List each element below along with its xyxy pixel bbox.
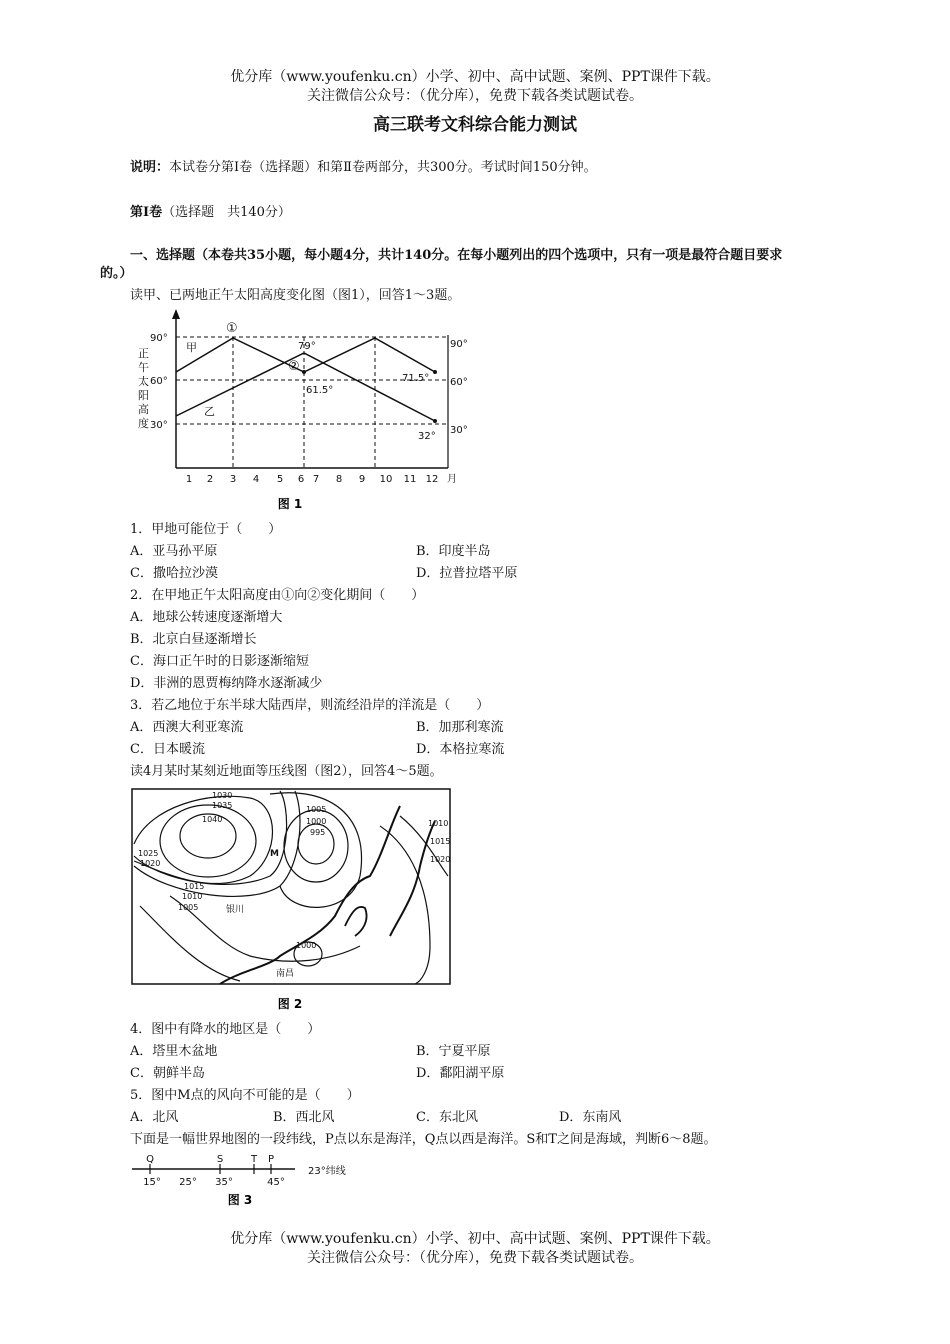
intro-text: 本试卷分第Ⅰ卷（选择题）和第Ⅱ卷两部分，共300分。考试时间150分钟。 — [169, 160, 597, 175]
fig3-latitude-label: 23°纬线 — [308, 1166, 346, 1177]
fig1-ytick-30: 30° — [150, 420, 168, 431]
fig2-label-1025: 1025 — [138, 849, 159, 858]
fig1-intro: 读甲、已两地正午太阳高度变化图（图1），回答1～3题。 — [130, 288, 461, 303]
q4-stem: 4．图中有降水的地区是（ ） — [130, 1022, 321, 1037]
fig1-caption: 图 1 — [277, 497, 303, 511]
q3-option-a[interactable]: A．西澳大利亚寒流 — [130, 720, 244, 735]
fig2-label-1020e: 1020 — [430, 855, 451, 864]
fig1-xtick: 11 — [403, 474, 417, 485]
fig1-label-jia: 甲 — [186, 341, 197, 354]
fig2-place-yinchuan: 银川 — [226, 905, 245, 915]
q2-option-d[interactable]: D．非洲的恩贾梅纳降水逐渐减少 — [130, 676, 323, 691]
fig1-xtick: 3 — [229, 474, 237, 485]
fig1-y-arrow — [172, 309, 180, 319]
q3-option-d[interactable]: D．本格拉寒流 — [416, 742, 505, 757]
fig1-point-615 — [302, 370, 306, 374]
fig2-peninsula — [345, 907, 367, 936]
fig1-point-715 — [433, 370, 437, 374]
fig3-intro: 下面是一幅世界地图的一段纬线，P点以东是海洋，Q点以西是海洋。S和T之间是海域，判断6～8题。 — [130, 1132, 717, 1147]
fig2-intro: 读4月某时某刻近地面等压线图（图2），回答4～5题。 — [130, 764, 443, 779]
q5-option-b[interactable]: B．西北风 — [273, 1110, 335, 1125]
fig3-point-s: S — [216, 1154, 224, 1165]
fig3-degree-45: 45° — [267, 1177, 285, 1188]
fig1-xtick: 2 — [206, 474, 214, 485]
fig3-degree-25: 25° — [179, 1177, 197, 1188]
fig2-isobar — [380, 826, 430, 984]
fig1-ytick-r30: 30° — [450, 425, 468, 436]
fig3-point-p: P — [267, 1154, 275, 1165]
fig2-label-1010e: 1010 — [428, 819, 449, 828]
fig3-degree-15: 15° — [143, 1177, 161, 1188]
fig1-label-615: 61.5° — [306, 385, 334, 396]
fig1-ylabel-2: 太 — [138, 375, 149, 388]
fig1-label-2: ② — [288, 359, 300, 374]
q3-stem: 3．若乙地位于东半球大陆西岸，则流经沿岸的洋流是（ ） — [130, 698, 490, 713]
fig2-label-1035: 1035 — [212, 801, 233, 810]
fig3-point-t: T — [250, 1154, 258, 1165]
fig2-label-1000s: 1000 — [296, 941, 317, 950]
fig1-xtick: 7 — [312, 474, 320, 485]
q1-option-a[interactable]: A．亚马孙平原 — [130, 544, 218, 559]
q1-stem: 1．甲地可能位于（ ） — [130, 522, 282, 537]
header-line-2: 关注微信公众号：（优分库），免费下载各类试题试卷。 — [307, 88, 643, 104]
fig2-label-995: 995 — [310, 828, 326, 837]
q5-option-a[interactable]: A．北风 — [130, 1110, 179, 1125]
fig1-ytick-r90: 90° — [450, 339, 468, 350]
q3-option-b[interactable]: B．加那利寒流 — [416, 720, 504, 735]
fig1-ylabel-4: 高 — [138, 403, 149, 416]
part1-heading — [130, 203, 291, 223]
q2-option-c[interactable]: C．海口正午时的日影逐渐缩短 — [130, 654, 309, 669]
fig1-xtick: 1 — [185, 474, 193, 485]
fig1-ylabel-5: 度 — [138, 417, 149, 430]
q5-stem: 5．图中M点的风向不可能的是（ ） — [130, 1088, 360, 1103]
fig1-xtick: 5 — [276, 474, 284, 485]
fig2-isobar — [140, 906, 240, 981]
fig1-label-1: ① — [226, 321, 238, 336]
fig3-point-q: Q — [146, 1154, 154, 1165]
figure-3-latitude — [130, 1152, 370, 1212]
intro — [130, 158, 597, 178]
q4-option-b[interactable]: B．宁夏平原 — [416, 1044, 491, 1059]
fig1-label-715: 71.5° — [402, 373, 430, 384]
fig2-label-1010: 1010 — [182, 892, 203, 901]
q2-stem: 2．在甲地正午太阳高度由①向②变化期间（ ） — [130, 588, 425, 603]
fig1-xtick: 9 — [358, 474, 366, 485]
fig2-label-1040: 1040 — [202, 815, 223, 824]
q4-option-a[interactable]: A．塔里木盆地 — [130, 1044, 218, 1059]
section1-line2: 的。） — [100, 266, 133, 281]
fig3-caption: 图 3 — [227, 1193, 253, 1207]
q2-option-a[interactable]: A．地球公转速度逐渐增大 — [130, 610, 283, 625]
fig2-label-1000: 1000 — [306, 817, 327, 826]
fig1-xtick: 8 — [335, 474, 343, 485]
q1-option-b[interactable]: B．印度半岛 — [416, 544, 491, 559]
fig2-label-1005w: 1005 — [178, 903, 199, 912]
fig1-xtick: 6 — [297, 474, 305, 485]
q3-option-c[interactable]: C．日本暖流 — [130, 742, 205, 757]
fig1-label-79: 79° — [298, 341, 316, 352]
fig1-xunit: 月 — [447, 474, 457, 485]
fig1-ytick-90: 90° — [150, 333, 168, 344]
q1-option-c[interactable]: C．撒哈拉沙漠 — [130, 566, 218, 581]
q2-option-b[interactable]: B．北京白昼逐渐增长 — [130, 632, 257, 647]
header-line-1: 优分库（www.youfenku.cn）小学、初中、高中试题、案例、PPT课件下载。 — [230, 69, 720, 85]
fig1-point-32 — [433, 419, 437, 423]
q5-option-c[interactable]: C．东北风 — [416, 1110, 478, 1125]
part1-label: 第Ⅰ卷 — [130, 205, 163, 220]
q1-option-d[interactable]: D．拉普拉塔平原 — [416, 566, 518, 581]
fig2-place-nanchang: 南昌 — [276, 969, 295, 979]
q4-option-c[interactable]: C．朝鲜半岛 — [130, 1066, 205, 1081]
page-title: 高三联考文科综合能力测试 — [373, 115, 577, 135]
fig2-label-1005e: 1005 — [306, 805, 327, 814]
fig1-label-yi: 乙 — [204, 405, 215, 418]
fig1-xtick: 10 — [379, 474, 393, 485]
part1-text: （选择题 共140分） — [162, 205, 291, 220]
fig1-xtick: 12 — [425, 474, 439, 485]
fig2-label-1020: 1020 — [140, 859, 161, 868]
footer-line-1: 优分库（www.youfenku.cn）小学、初中、高中试题、案例、PPT课件下载。 — [230, 1231, 720, 1247]
figure-2-map — [130, 786, 455, 1016]
footer-line-2: 关注微信公众号：（优分库），免费下载各类试题试卷。 — [307, 1250, 643, 1266]
fig2-isobar — [134, 796, 273, 883]
q4-option-d[interactable]: D．鄱阳湖平原 — [416, 1066, 505, 1081]
intro-label: 说明： — [130, 160, 170, 175]
fig3-degree-35: 35° — [215, 1177, 233, 1188]
section1-line1: 一、选择题（本卷共35小题，每小题4分，共计140分。在每小题列出的四个选项中，只有一项是最符合题目要求 — [130, 248, 783, 263]
fig2-label-1030: 1030 — [212, 791, 233, 800]
fig2-point-m: M — [270, 849, 279, 859]
fig1-xtick: 4 — [252, 474, 260, 485]
fig2-caption: 图 2 — [277, 997, 303, 1011]
fig1-ylabel-0: 正 — [138, 347, 149, 360]
fig1-ytick-60: 60° — [150, 376, 168, 387]
figure-1-chart — [130, 305, 480, 515]
fig1-label-32: 32° — [418, 431, 436, 442]
fig2-label-1015: 1015 — [184, 882, 205, 891]
q5-option-d[interactable]: D．东南风 — [559, 1110, 622, 1125]
fig1-ylabel-1: 午 — [138, 361, 149, 374]
fig1-ylabel-3: 阳 — [138, 389, 149, 402]
fig1-ytick-r60: 60° — [450, 377, 468, 388]
fig2-label-1015e: 1015 — [430, 837, 451, 846]
